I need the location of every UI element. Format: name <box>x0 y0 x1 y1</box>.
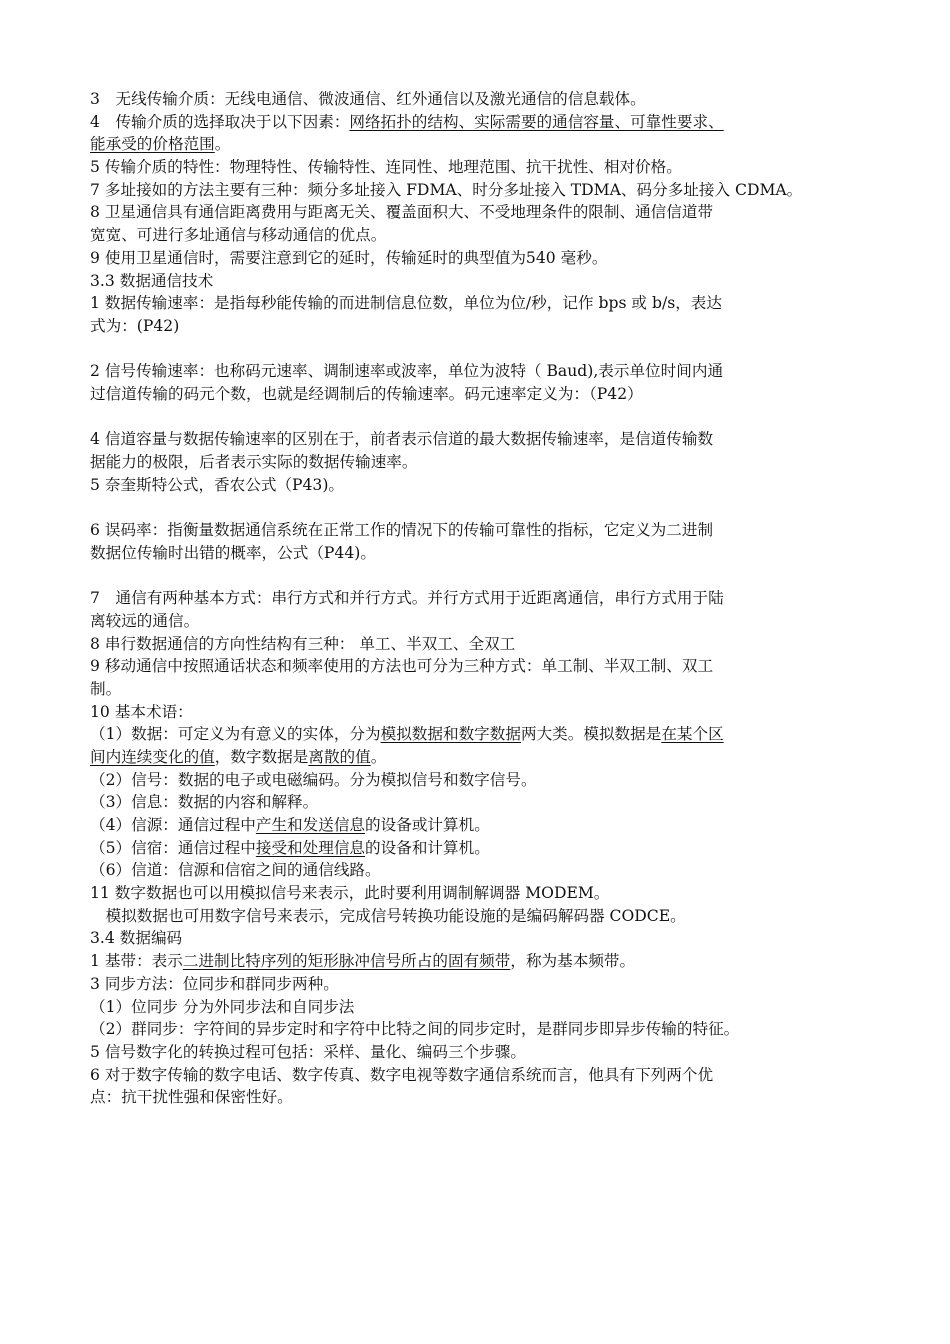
text-segment: （3）信息：数据的内容和解释。 <box>90 793 319 812</box>
text-line <box>90 542 862 565</box>
text-segment: （2）群同步：字符间的异步定时和字符中比特之间的同步定时，是群同步即异步传输的特征。 <box>90 1020 740 1039</box>
text-line <box>90 428 862 451</box>
text-line <box>90 156 862 179</box>
text-segment: 宽宽、可进行多址通信与移动通信的优点。 <box>90 226 387 245</box>
text-segment: 8 卫星通信具有通信距离费用与距离无关、覆盖面积大、不受地理条件的限制、通信信道带 <box>90 203 714 222</box>
text-line <box>90 111 862 134</box>
text-segment: 7 多址接如的方法主要有三种：频分多址接入 FDMA、时分多址接入 TDMA、码分多址接入 CDMA。 <box>90 180 803 199</box>
underlined-text: 模拟数据和数字数据 <box>380 725 521 744</box>
text-segment: 5 传输介质的特性：物理特性、传输特性、连同性、地理范围、抗干扰性、相对价格。 <box>90 158 682 177</box>
text-segment: 9 移动通信中按照通话状态和频率使用的方法也可分为三种方式：单工制、半双工制、双工 <box>90 657 714 676</box>
text-line <box>90 905 862 928</box>
text-segment: 式为：(P42) <box>90 316 180 335</box>
text-line <box>90 859 862 882</box>
blank-line <box>90 564 862 587</box>
text-line <box>90 814 862 837</box>
text-line <box>90 996 862 1019</box>
text-segment: 3 同步方法：位同步和群同步两种。 <box>90 974 339 993</box>
text-segment: （6）信道：信源和信宿之间的通信线路。 <box>90 861 381 880</box>
text-line <box>90 678 862 701</box>
text-segment: 。 <box>214 135 231 154</box>
text-line <box>90 1086 862 1109</box>
text-segment: 6 对于数字传输的数字电话、数字传真、数字电视等数字通信系统而言，他具有下列两个优 <box>90 1065 714 1084</box>
text-line <box>90 973 862 996</box>
text-segment: 11 数字数据也可以用模拟信号来表示，此时要利用调制解调器 MODEM。 <box>90 884 610 903</box>
text-segment: 数据位传输时出错的概率，公式（P44)。 <box>90 543 376 562</box>
text-segment: 离较远的通信。 <box>90 611 200 630</box>
text-segment: 两大类。模拟数据是 <box>520 725 662 744</box>
text-line <box>90 791 862 814</box>
text-segment: 6 误码率：指衡量数据通信系统在正常工作的情况下的传输可靠性的指标，它定义为二进制 <box>90 521 714 540</box>
text-segment: 5 信号数字化的转换过程可包括：采样、量化、编码三个步骤。 <box>90 1042 526 1061</box>
text-line <box>90 701 862 724</box>
text-line <box>90 837 862 860</box>
text-segment: 。 <box>370 747 387 766</box>
text-line <box>90 519 862 542</box>
text-line <box>90 383 862 406</box>
underlined-text: 能承受的价格范围 <box>90 135 215 154</box>
text-line <box>90 610 862 633</box>
underlined-text: 在某个区 <box>661 725 724 744</box>
text-segment: 的设备和计算机。 <box>365 838 490 857</box>
text-segment: 7 通信有两种基本方式：串行方式和并行方式。并行方式用于近距离通信，串行方式用于陆 <box>90 589 724 608</box>
text-segment: 4 信道容量与数据传输速率的区别在于，前者表示信道的最大数据传输速率，是信道传输数 <box>90 430 714 449</box>
underlined-text: 产生和发送信息 <box>255 816 366 834</box>
text-segment: 1 数据传输速率：是指每秒能传输的而进制信息位数，单位为位/秒，记作 bps 或 b/s，表达 <box>90 294 722 313</box>
text-segment: 4 传输介质的选择取决于以下因素： <box>90 112 350 131</box>
text-segment: 据能力的极限，后者表示实际的数据传输速率。 <box>90 453 418 471</box>
text-line <box>90 769 862 792</box>
text-segment: 过信道传输的码元个数，也就是经调制后的传输速率。码元速率定义为：（P42） <box>90 384 643 403</box>
text-segment: 3 无线传输介质：无线电通信、微波通信、红外通信以及激光通信的信息载体。 <box>90 90 646 108</box>
underlined-text: 接受和处理信息 <box>255 838 366 857</box>
text-line <box>90 360 862 383</box>
text-line <box>90 1041 862 1064</box>
text-line <box>90 950 862 973</box>
text-segment: （1）位同步 分为外同步法和自同步法 <box>90 997 355 1016</box>
text-line <box>90 270 862 293</box>
text-segment: 8 串行数据通信的方向性结构有三种： 单工、半双工、全双工 <box>90 634 516 653</box>
text-line <box>90 224 862 247</box>
text-line <box>90 315 862 338</box>
text-line <box>90 1018 862 1041</box>
text-segment: （5）信宿：通信过程中 <box>90 838 256 857</box>
text-line <box>90 746 862 769</box>
text-segment: 模拟数据也可用数字信号来表示，完成信号转换功能设施的是编码解码器 CODCE。 <box>90 906 686 925</box>
text-line <box>90 247 862 270</box>
text-line <box>90 723 862 746</box>
underlined-text: 二进制比特序列的矩形脉冲信号所占的固有频带 <box>182 952 511 971</box>
text-line <box>90 88 862 111</box>
text-line <box>90 474 862 497</box>
text-line <box>90 133 862 156</box>
text-segment: 2 信号传输速率：也称码元速率、调制速率或波率，单位为波特（ Baud),表示单位时间内通 <box>90 362 724 381</box>
text-segment: ，称为基本频带。 <box>510 952 636 971</box>
underlined-text: 离散的值 <box>308 747 371 766</box>
text-segment: （2）信号：数据的电子或电磁编码。分为模拟信号和数字信号。 <box>90 770 537 789</box>
blank-line <box>90 496 862 519</box>
blank-line <box>90 406 862 429</box>
blank-line <box>90 338 862 361</box>
text-line <box>90 587 862 610</box>
text-segment: 的设备或计算机。 <box>365 816 490 834</box>
underlined-text: 网络拓扑的结构、实际需要的通信容量、可靠性要求、 <box>349 112 724 131</box>
text-segment: 1 基带：表示 <box>90 952 183 971</box>
underlined-text: 间内连续变化的值 <box>90 747 215 766</box>
text-segment: ，数字数据是 <box>214 747 309 766</box>
text-segment: 9 使用卫星通信时，需要注意到它的延时，传输延时的典型值为540 毫秒。 <box>90 248 608 267</box>
text-line <box>90 927 862 950</box>
text-segment: 5 奈奎斯特公式，香农公式（P43)。 <box>90 475 345 494</box>
text-line <box>90 633 862 656</box>
text-line <box>90 451 862 474</box>
text-line <box>90 655 862 678</box>
text-line <box>90 1064 862 1087</box>
text-segment: （4）信源：通信过程中 <box>90 816 256 834</box>
text-line <box>90 292 862 315</box>
text-segment: 3.4 数据编码 <box>90 929 183 948</box>
text-line <box>90 882 862 905</box>
text-segment: 3.3 数据通信技术 <box>90 271 214 290</box>
text-segment: 点：抗干扰性强和保密性好。 <box>90 1088 293 1107</box>
text-line <box>90 179 862 202</box>
text-line <box>90 201 862 224</box>
text-segment: 制。 <box>90 679 122 698</box>
text-segment: 10 基本术语： <box>90 702 193 721</box>
text-segment: （1）数据：可定义为有意义的实体，分为 <box>90 725 381 744</box>
